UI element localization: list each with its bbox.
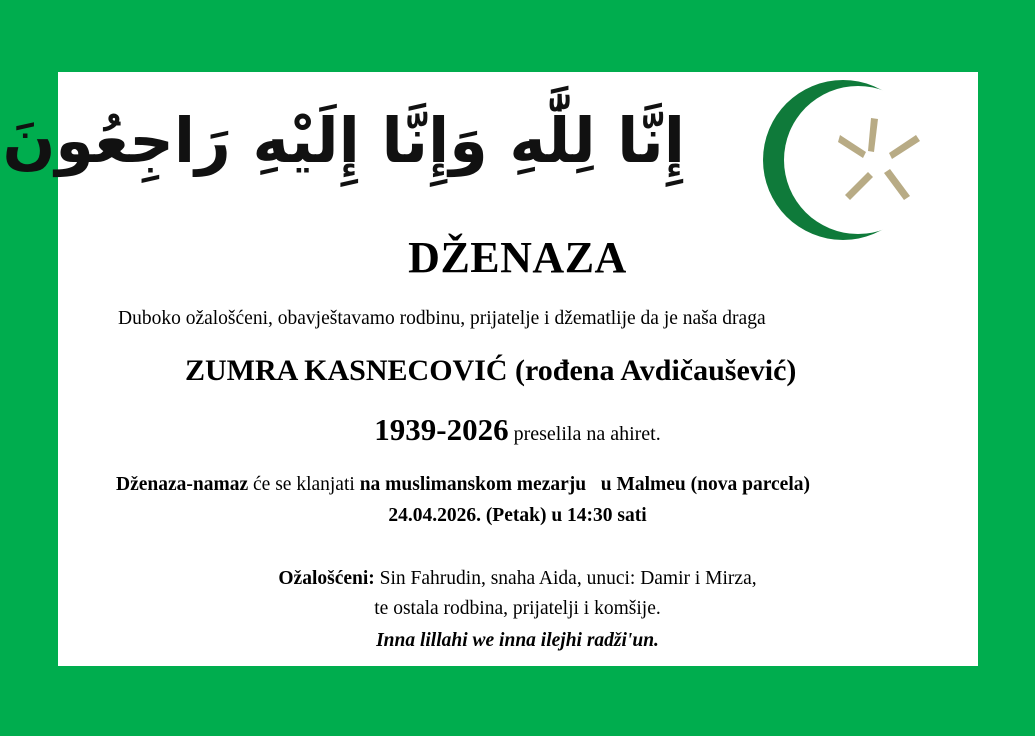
arabic-calligraphy: إِنَّا لِلَّٰهِ وَإِنَّا إِلَيْهِ رَاجِعُونَ xyxy=(2,104,685,177)
life-years: 1939-2026 xyxy=(374,412,509,447)
namaz-line xyxy=(116,474,986,496)
intro-text: Duboko ožalošćeni, obavještavamo rodbinu, prijatelje i džematlije da je naša draga xyxy=(118,308,766,329)
namaz-label: Dženaza-namaz xyxy=(116,474,249,495)
years-line xyxy=(0,412,1035,448)
funeral-datetime: 24.04.2026. (Petak) u 14:30 sati xyxy=(388,505,647,526)
mourners-list: Sin Fahrudin, snaha Aida, unuci: Damir i Mirza, xyxy=(374,568,757,589)
closing-prayer: Inna lillahi we inna ilejhi radži'un. xyxy=(376,630,659,651)
namaz-place: na muslimanskom mezarju u Malmeu (nova parcela) xyxy=(359,474,810,495)
crescent-star-icon xyxy=(760,80,935,242)
mourners-label: Ožalošćeni: xyxy=(278,568,375,589)
relatives-text: te ostala rodbina, prijatelji i komšije. xyxy=(374,598,661,619)
crescent-shape xyxy=(763,80,923,240)
page-title: DŽENAZA xyxy=(408,233,627,282)
passed-text: preselila na ahiret. xyxy=(508,423,661,445)
deceased-name: ZUMRA KASNECOVIĆ (rođena Avdičaušević) xyxy=(185,354,797,387)
mourners-line xyxy=(0,568,1035,590)
namaz-text: će se klanjati xyxy=(248,474,360,495)
